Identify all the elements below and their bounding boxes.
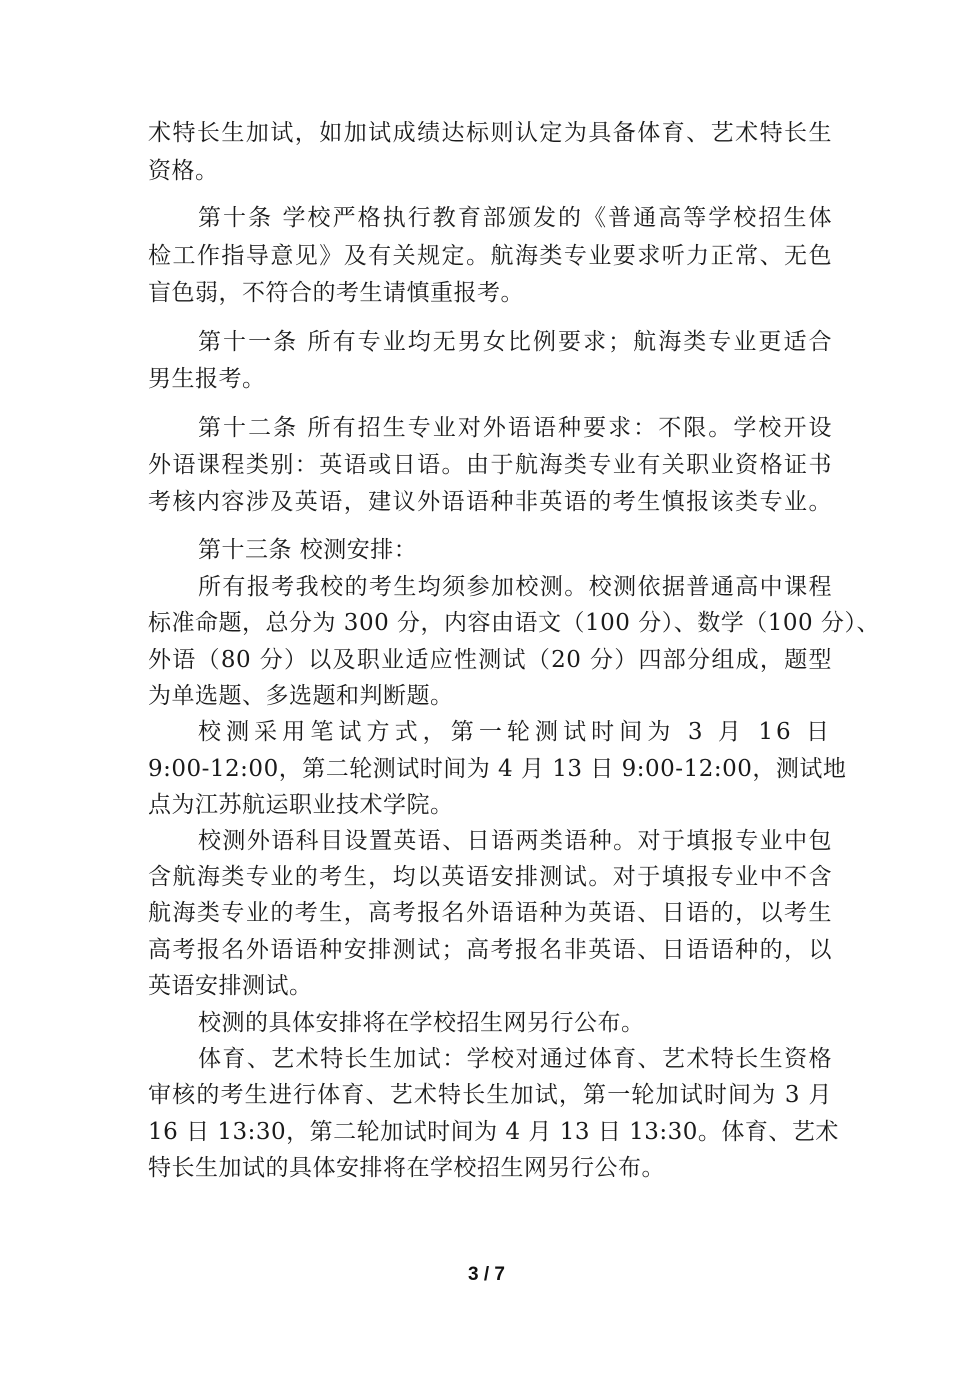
text-line: 9:00-12:00，第二轮测试时间为 4 月 13 日 9:00-12:00，测试地	[148, 756, 847, 782]
text-line: 审核的考生进行体育、艺术特长生加试，第一轮加试时间为 3 月	[148, 1082, 832, 1108]
text-line: 考核内容涉及英语，建议外语语种非英语的考生慎报该类专业。	[148, 489, 832, 515]
article-12-heading-line: 第十二条 所有招生专业对外语语种要求：不限。学校开设	[198, 415, 832, 441]
text-line: 外语课程类别：英语或日语。由于航海类专业有关职业资格证书	[148, 452, 832, 478]
article-11-heading-line: 第十一条 所有专业均无男女比例要求；航海类专业更适合	[198, 329, 832, 355]
text-line: 标准命题，总分为 300 分，内容由语文（100 分）、数学（100 分）、	[148, 610, 880, 636]
text-line: 所有报考我校的考生均须参加校测。校测依据普通高中课程	[198, 574, 832, 600]
text-line: 校测外语科目设置英语、日语两类语种。对于填报专业中包	[198, 828, 832, 854]
article-10-heading-line: 第十条 学校严格执行教育部颁发的《普通高等学校招生体	[198, 205, 832, 231]
text-line: 16 日 13:30，第二轮加试时间为 4 月 13 日 13:30。体育、艺术	[148, 1119, 839, 1145]
text-line: 特长生加试的具体安排将在学校招生网另行公布。	[148, 1155, 665, 1181]
text-line: 校测的具体安排将在学校招生网另行公布。	[198, 1010, 645, 1036]
text-line: 含航海类专业的考生，均以英语安排测试。对于填报专业中不含	[148, 864, 832, 890]
text-line: 航海类专业的考生，高考报名外语语种为英语、日语的，以考生	[148, 900, 832, 926]
text-line: 术特长生加试，如加试成绩达标则认定为具备体育、艺术特长生	[148, 120, 832, 146]
text-line: 外语（80 分）以及职业适应性测试（20 分）四部分组成，题型	[148, 647, 832, 673]
article-13-heading: 第十三条 校测安排：	[198, 537, 418, 563]
text-line: 盲色弱，不符合的考生请慎重报考。	[148, 280, 524, 306]
text-line: 检工作指导意见》及有关规定。航海类专业要求听力正常、无色	[148, 243, 832, 269]
text-line: 点为江苏航运职业技术学院。	[148, 792, 454, 818]
text-line: 男生报考。	[148, 366, 266, 392]
text-line: 资格。	[148, 158, 219, 184]
text-line: 高考报名外语语种安排测试；高考报名非英语、日语语种的，以	[148, 937, 832, 963]
text-line: 体育、艺术特长生加试：学校对通过体育、艺术特长生资格	[198, 1046, 832, 1072]
page-number: 3 / 7	[468, 1264, 505, 1285]
text-line: 为单选题、多选题和判断题。	[148, 683, 454, 709]
text-line: 校测采用笔试方式，第一轮测试时间为 3 月 16 日	[198, 719, 832, 745]
text-line: 英语安排测试。	[148, 973, 313, 999]
